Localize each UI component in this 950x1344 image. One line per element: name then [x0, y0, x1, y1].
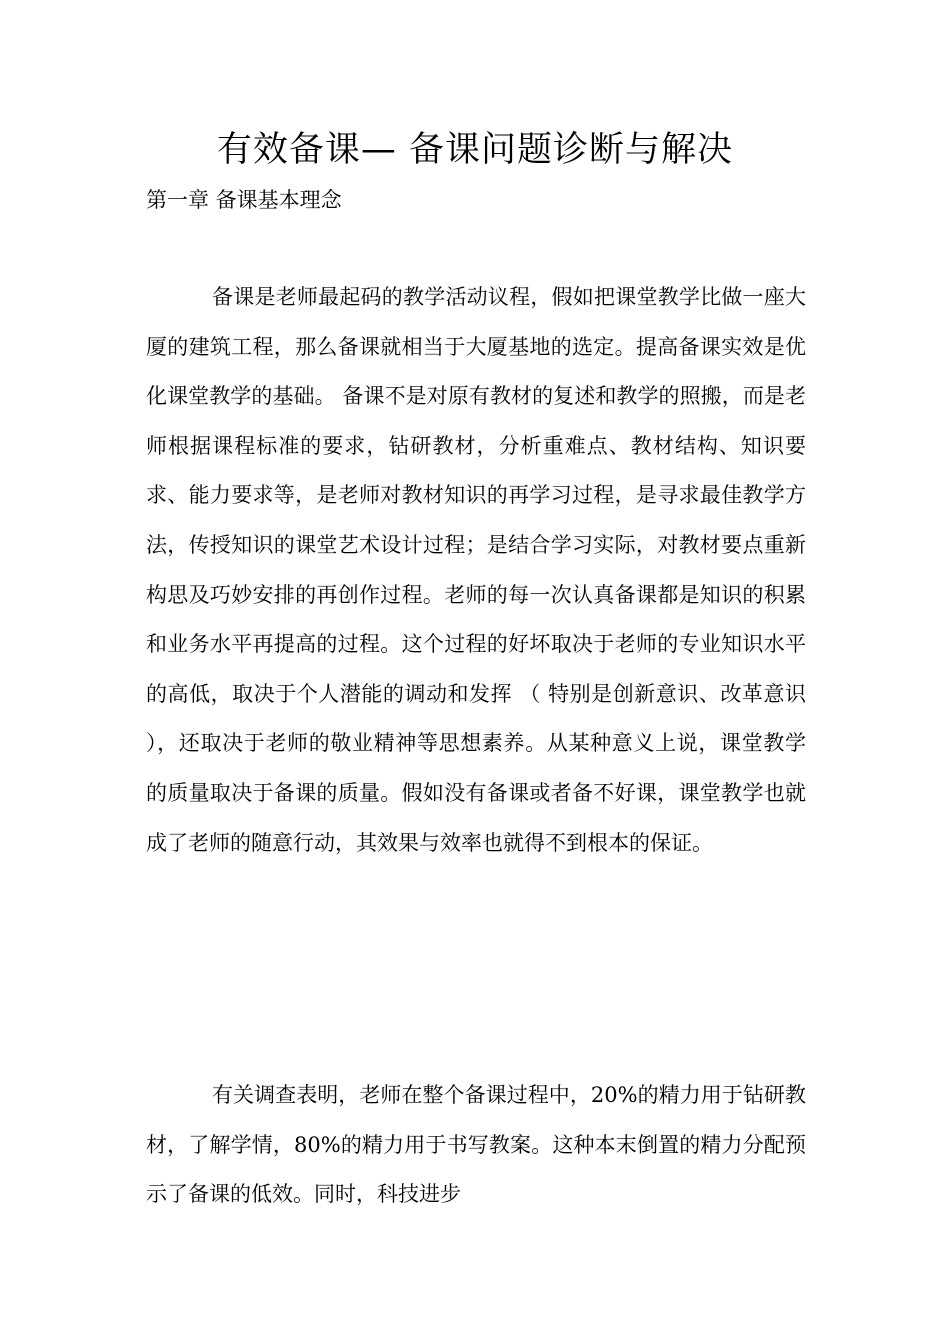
- document-title: 有效备课— 备课问题诊断与解决: [216, 130, 734, 170]
- body-paragraph: 备课是老师最起码的教学活动议程，假如把课堂教学比做一座大厦的建筑工程，那么备课就相当于大厦基地的选定。提高备课实效是优化课堂教学的基础。 备课不是对原有教材的复述和教学的照搬，而是老师根据课程标准的要求，钻研教材，分析重难点、教材结构、知识要求、能力要求等，是老师对教材知识的再学习过程，是寻求最佳教学方法，传授知识的课堂艺术设计过程；是结合学习实际，对教材要点重新构思及巧妙安排的再创作过程。老师的每一次认真备课都是知识的积累和业务水平再提高的过程。这个过程的好坏取决于老师的专业知识水平的高低，取决于个人潜能的调动和发挥 （ 特别是创新意识、改革意识 ），还取决于老师的敬业精神等思想素养。从某种意义上说，课堂教学的质量取决于备课的质量。假如没有备课或者备不好课，课堂教学也就成了老师的随意行动，其效果与效率也就得不到根本的保证。: [146, 285, 806, 855]
- chapter-heading: 第一章 备课基本理念: [146, 188, 342, 212]
- body-paragraph: 有关调查表明，老师在整个备课过程中，20%的精力用于钻研教材，了解学情，80%的精力用于书写教案。这种本末倒置的精力分配预示了备课的低效。同时，科技进步: [146, 1083, 806, 1207]
